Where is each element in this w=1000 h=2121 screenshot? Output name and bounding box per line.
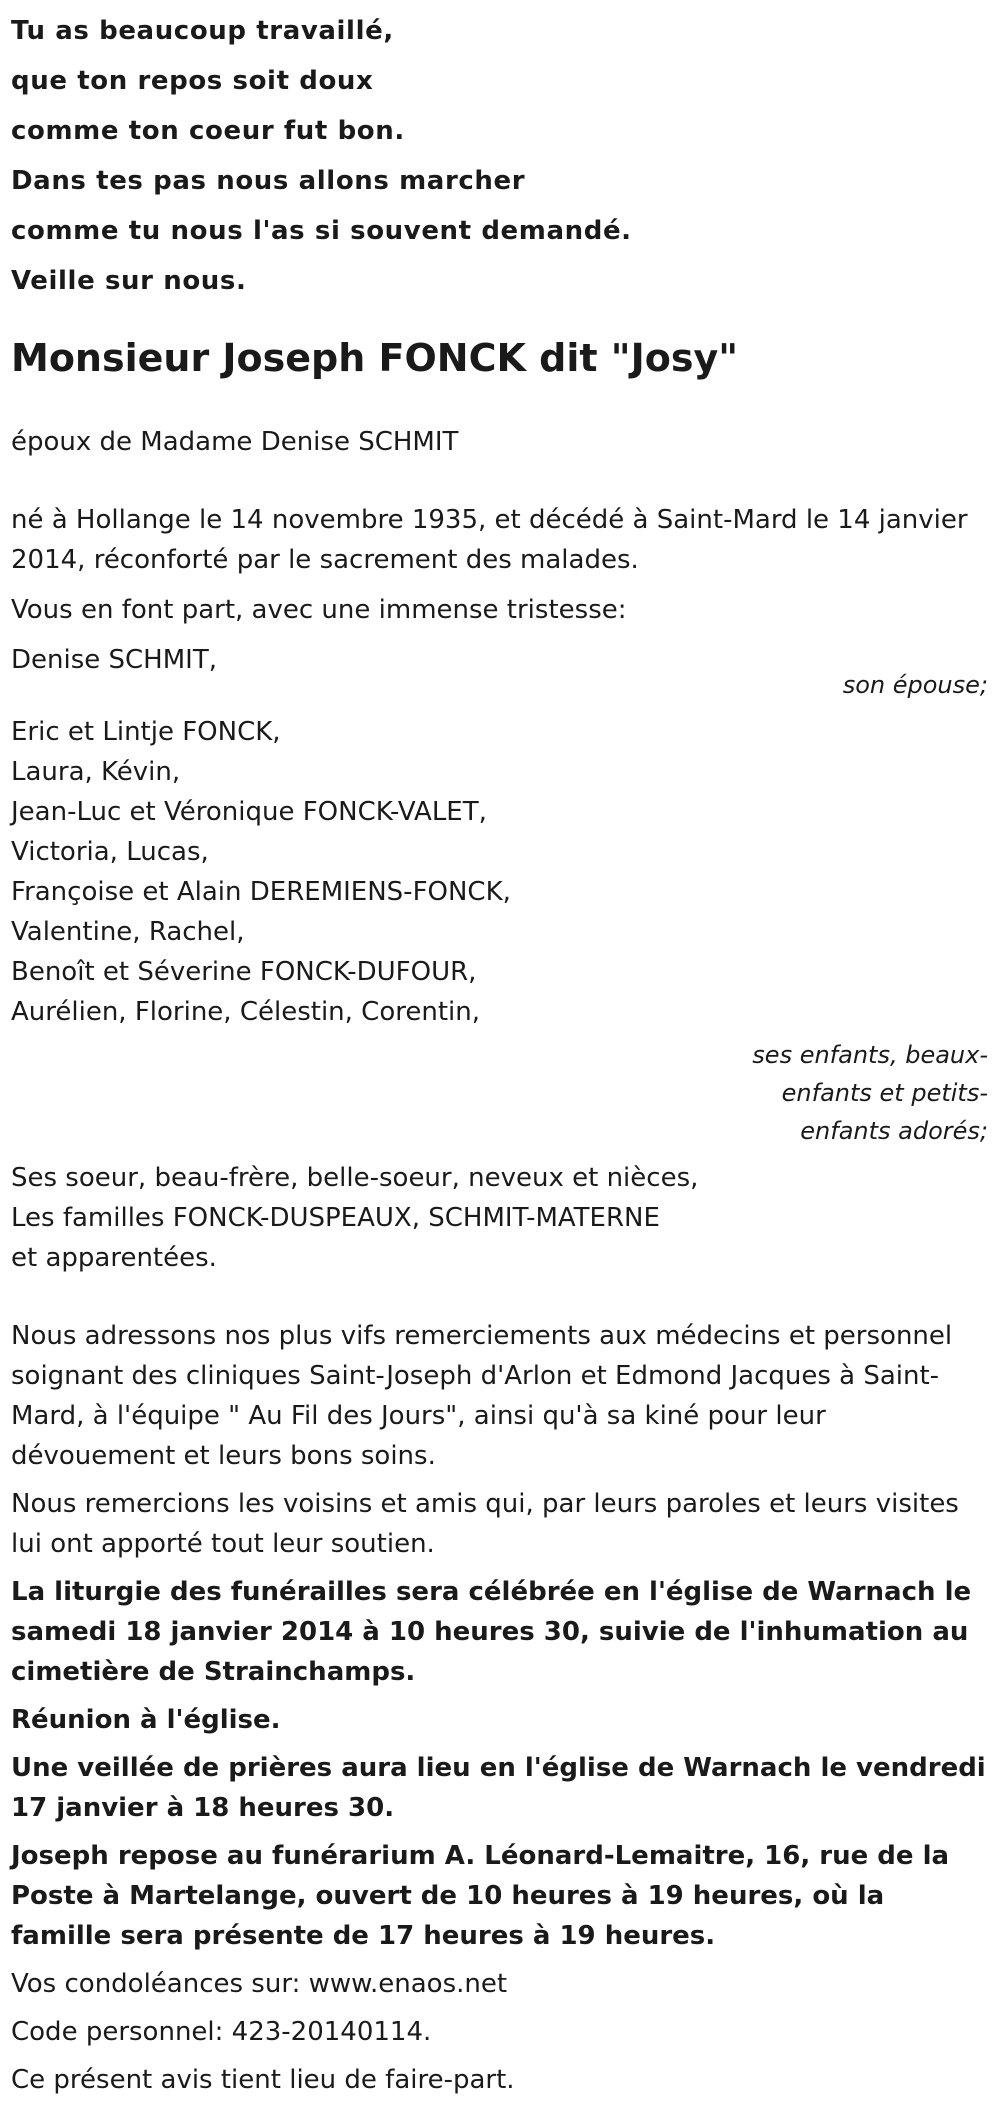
- children-role: ses enfants, beaux-enfants et petits-enfants adorés;: [752, 1041, 988, 1145]
- poem-line: comme ton coeur fut bon.: [11, 116, 405, 146]
- relatives-list: [11, 1158, 1000, 1278]
- list-item: Eric et Lintje FONCK,: [11, 717, 281, 747]
- poem-line: Dans tes pas nous allons marcher: [11, 166, 526, 196]
- list-item: Valentine, Rachel,: [11, 917, 245, 947]
- liturgy-paragraph: La liturgie des funérailles sera célébrée en l'église de Warnach le samedi 18 janvier 2014 à 10 heures 30, suivie de l'inhumation au cimetière de Strainchamps.: [11, 1577, 972, 1687]
- list-item: Françoise et Alain DEREMIENS-FONCK,: [11, 877, 511, 907]
- personal-code-line: Code personnel: 423-20140114.: [11, 2017, 432, 2047]
- announcement-text: Vous en font part, avec une immense tristesse:: [11, 595, 627, 625]
- condolences-line: Vos condoléances sur: www.enaos.net: [11, 1969, 508, 1999]
- deceased-name: Monsieur Joseph FONCK dit "Josy": [11, 336, 739, 380]
- meeting-line: Réunion à l'église.: [11, 1705, 281, 1735]
- list-item: Jean-Luc et Véronique FONCK-VALET,: [11, 797, 487, 827]
- children-list: [11, 712, 1000, 1032]
- list-item: Benoît et Séverine FONCK-DUFOUR,: [11, 957, 477, 987]
- poem-line: Veille sur nous.: [11, 266, 247, 296]
- wife-name: Denise SCHMIT,: [11, 645, 217, 675]
- poem-line: que ton repos soit doux: [11, 66, 374, 96]
- poem-line: comme tu nous l'as si souvent demandé.: [11, 216, 632, 246]
- funeral-home-paragraph: Joseph repose au funérarium A. Léonard-Lemaitre, 16, rue de la Poste à Martelange, ouvert de 10 heures à 19 heures, où la famille sera présente de 17 heures à 19 heures.: [11, 1841, 950, 1951]
- footer-note: Ce présent avis tient lieu de faire-part.: [11, 2065, 515, 2095]
- vigil-paragraph: Une veillée de prières aura lieu en l'église de Warnach le vendredi 17 janvier à 18 heures 30.: [11, 1753, 986, 1823]
- poem-line: Tu as beaucoup travaillé,: [11, 16, 394, 46]
- list-item: Aurélien, Florine, Célestin, Corentin,: [11, 997, 480, 1027]
- list-item: Ses soeur, beau-frère, belle-soeur, neveux et nièces,: [11, 1163, 699, 1193]
- wife-role: son épouse;: [842, 671, 988, 699]
- list-item: Victoria, Lucas,: [11, 837, 209, 867]
- thanks-paragraph: Nous adressons nos plus vifs remerciements aux médecins et personnel soignant des cliniques Saint-Joseph d'Arlon et Edmond Jacques à Saint-Mard, à l'équipe " Au Fil des Jours", ainsi qu'à sa kiné pour leur dévouement et leurs bons soins.: [11, 1321, 953, 1471]
- list-item: Laura, Kévin,: [11, 757, 181, 787]
- birth-death-text: né à Hollange le 14 novembre 1935, et décédé à Saint-Mard le 14 janvier 2014, réconforté par le sacrement des malades.: [11, 505, 968, 575]
- thanks-paragraph: Nous remercions les voisins et amis qui, par leurs paroles et leurs visites lui ont apporté tout leur soutien.: [11, 1489, 959, 1559]
- poem: [11, 0, 1000, 306]
- list-item: et apparentées.: [11, 1243, 217, 1273]
- list-item: Les familles FONCK-DUSPEAUX, SCHMIT-MATERNE: [11, 1203, 660, 1233]
- spouse-line: époux de Madame Denise SCHMIT: [11, 427, 459, 457]
